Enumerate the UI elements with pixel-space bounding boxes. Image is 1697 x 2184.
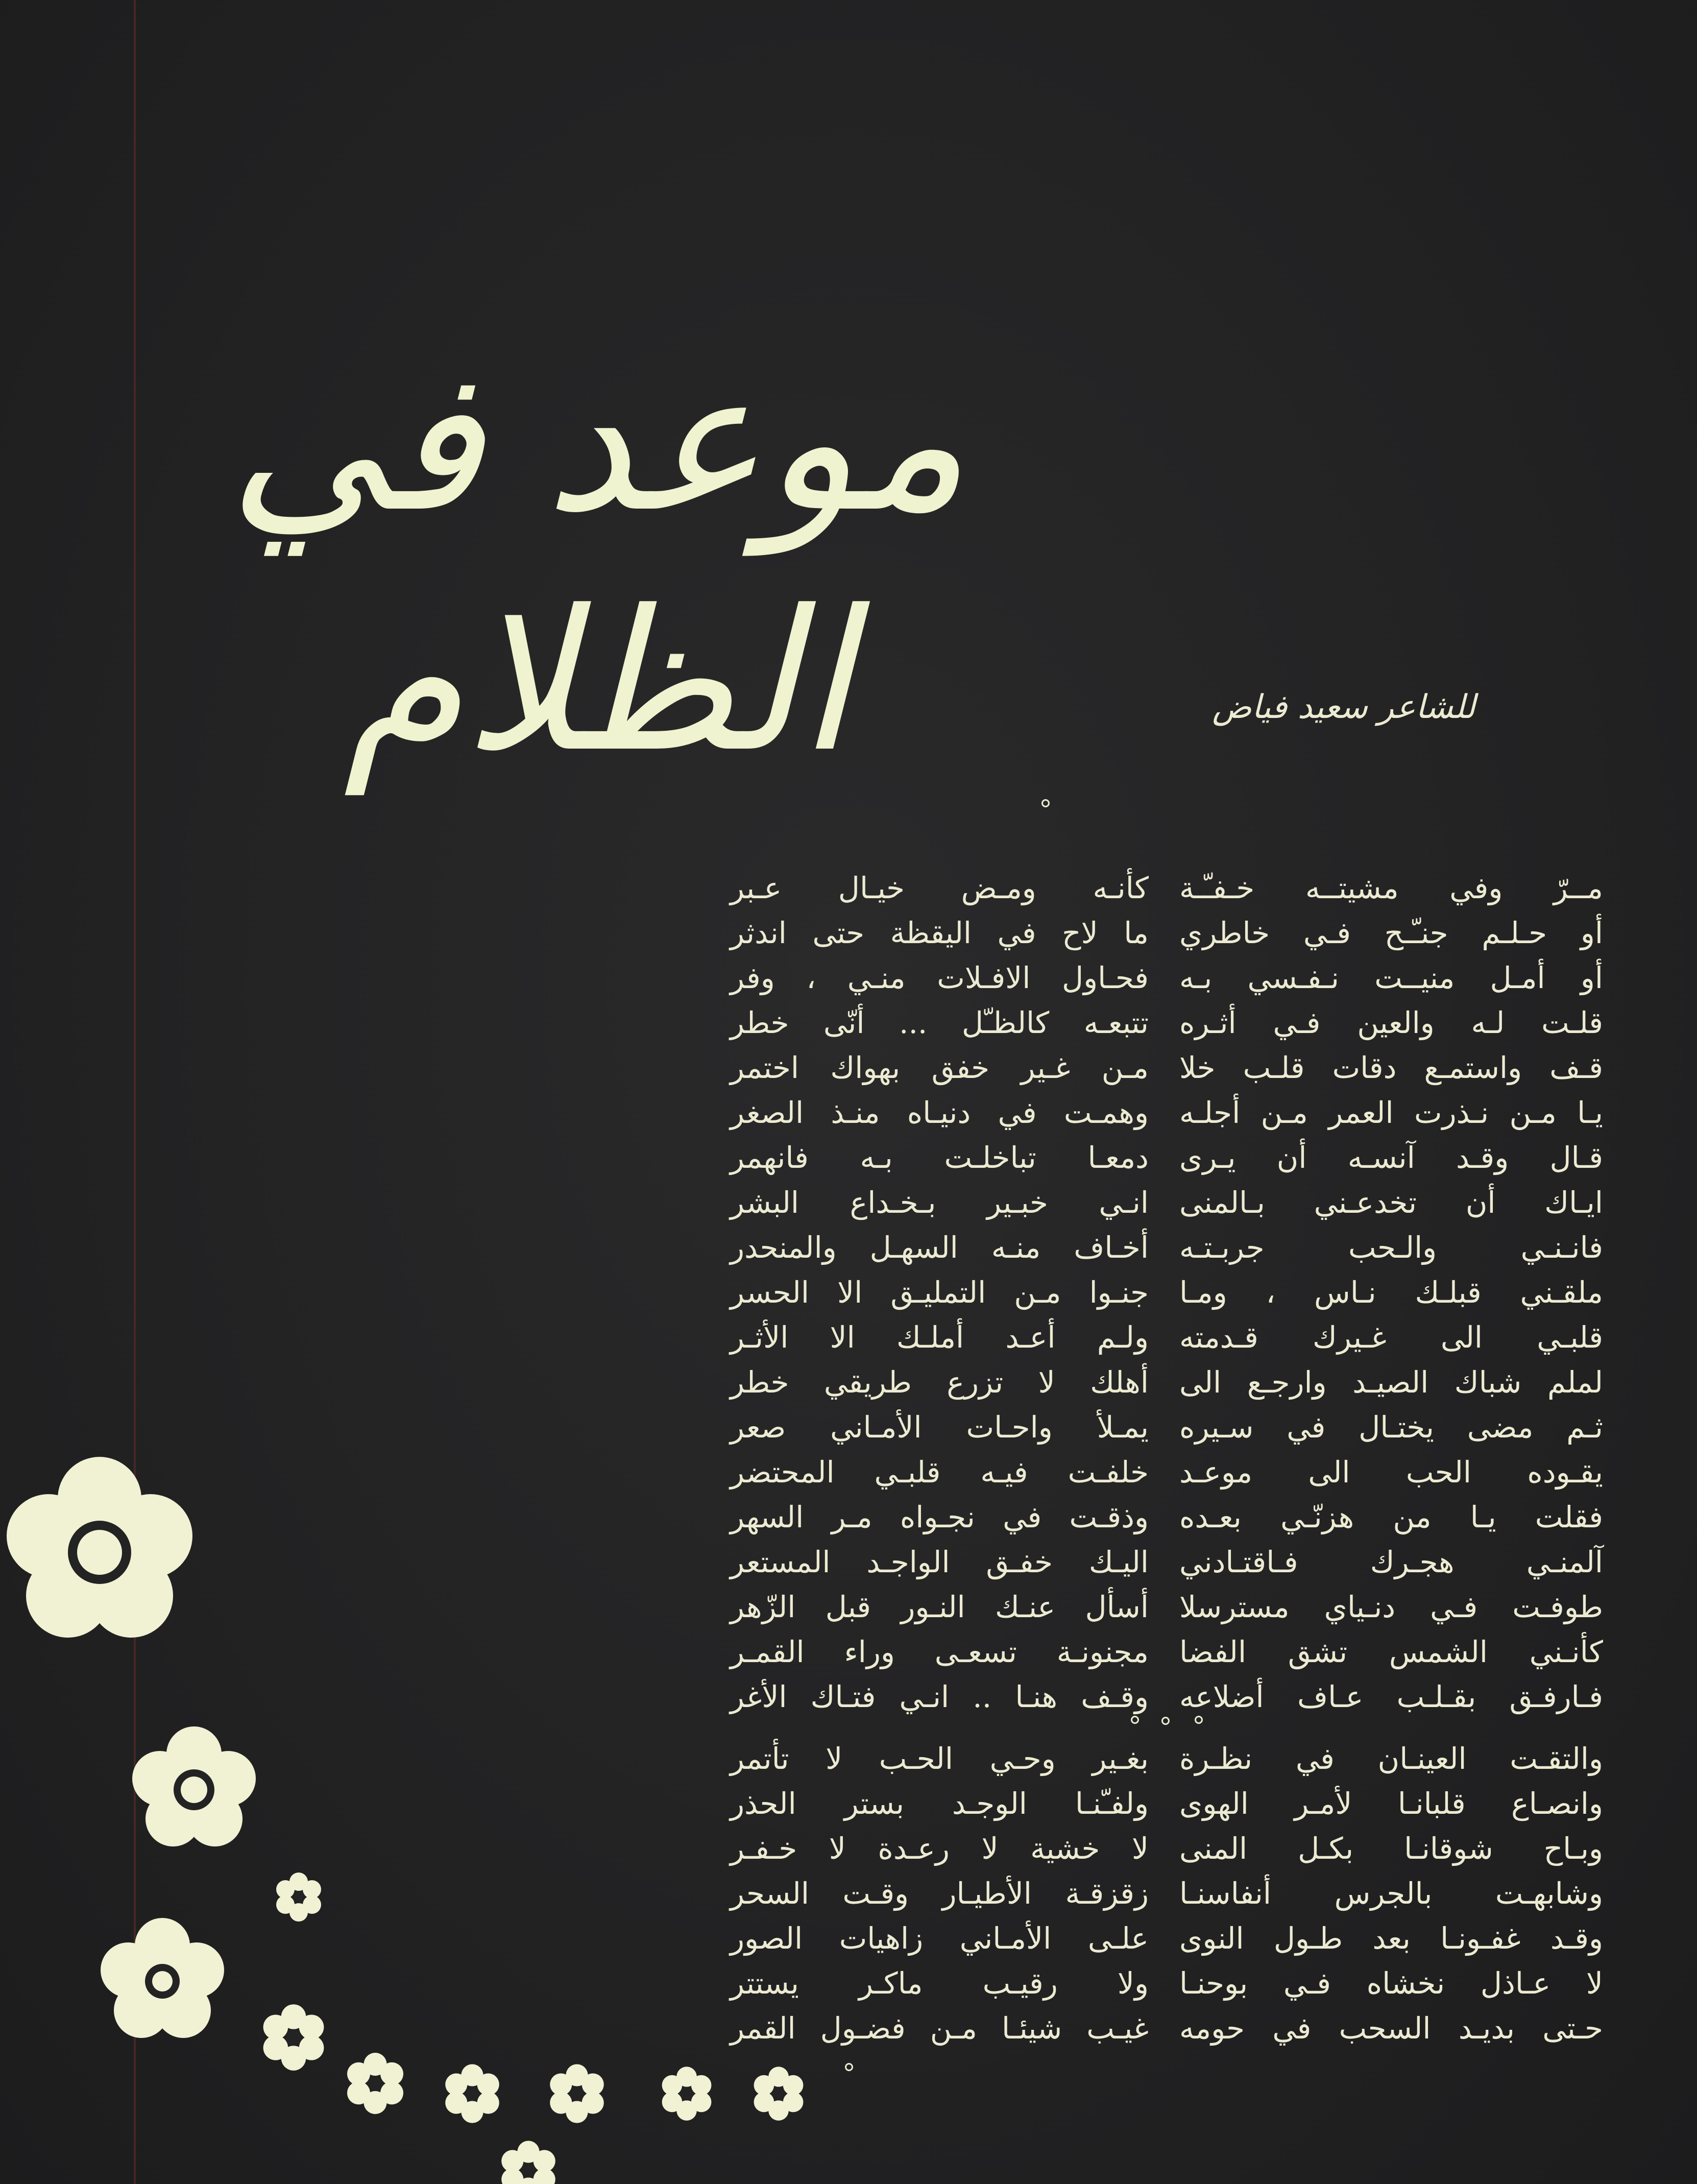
verse-line: لملم شباك الصيـد وارجـع الى	[1179, 1365, 1603, 1400]
title-block	[92, 286, 1103, 795]
verse-line: اليـك خفـق الواجـد المستعر	[730, 1545, 1149, 1579]
verse-line: أو حـلـم جنـّـح فـي خاطري	[1179, 916, 1603, 950]
verse-line: فقلت يـا من هزنّـي بعـده	[1179, 1500, 1603, 1534]
verse-line: جنـوا مـن التمليـق الا الحسر	[730, 1275, 1149, 1310]
flower-icon	[132, 1726, 256, 1846]
verse-line: آلمنـي هجـرك فـاقتـادني	[1179, 1545, 1603, 1579]
verse-line: يمـلأ واحـات الأمـاني صعر	[730, 1410, 1149, 1445]
poem-column-left-part1	[730, 866, 1149, 1719]
verse-line: يقـوده الحب الى موعـد	[1179, 1455, 1603, 1490]
verse-line: يـا مـن نـذرت العمر مـن أجلـه	[1179, 1095, 1603, 1130]
separator-dot	[1131, 1716, 1139, 1724]
flower-icon	[101, 1918, 224, 2038]
poet-byline: للشاعر سعيد فياض	[1212, 688, 1475, 726]
ornament-dot	[1041, 799, 1050, 807]
verse-line: وشابهـت بالجرس أنفاسنـا	[1179, 1876, 1603, 1911]
verse-line: ثـم مضى يختـال في سـيره	[1179, 1410, 1603, 1445]
verse-line: دمعـا تباخلـت بـه فانهمر	[730, 1140, 1149, 1175]
verse-line: فحـاول الافـلات منـي ، وفر	[730, 961, 1149, 995]
verse-line: قـال وقـد آنسـه أن يـرى	[1179, 1140, 1603, 1175]
verse-line: لا خشية لا رعـدة لا خـفـر	[730, 1831, 1149, 1866]
verse-line: وانصـاع قلبانـا لأمـر الهوى	[1179, 1786, 1603, 1821]
verse-line: وقـد غفـونـا بعد طـول النوى	[1179, 1921, 1603, 1956]
small-flower-icon	[550, 2064, 604, 2123]
verse-line: أهلك لا تزرع طريقي خطر	[730, 1365, 1149, 1400]
verse-line: فانـنـي والـحب جربـتـه	[1179, 1230, 1603, 1265]
verse-line: علـى الأمـاني زاهيات الصور	[730, 1921, 1149, 1956]
poem-column-right-part2	[1179, 1736, 1603, 2051]
small-flower-icon	[445, 2064, 499, 2123]
small-flower-icon	[347, 2053, 403, 2114]
verse-line: ولا رقيـب ماكـر يستتر	[730, 1966, 1149, 2001]
verse-line: لا عـاذل نخشاه فـي بوحنـا	[1179, 1966, 1603, 2001]
small-flower-icon	[276, 1873, 321, 1922]
verse-line: وقـف هنـا .. انـي فتـاك الأغر	[730, 1679, 1149, 1714]
verse-line: طوفـت فـي دنـياي مسترسلا	[1179, 1590, 1603, 1624]
verse-line: قلـت لـه والعين فـي أثـره	[1179, 1005, 1603, 1040]
verse-line: أخـاف منـه السهـل والمنحدر	[730, 1230, 1149, 1265]
poem-column-right-part1	[1179, 866, 1603, 1719]
verse-line: والتقـت العينـان في نظـرة	[1179, 1741, 1603, 1776]
verse-line: كأنـه ومـض خيـال عـبر	[730, 871, 1149, 905]
small-flower-icon	[754, 2067, 804, 2121]
verse-line: ما لاح في اليقظة حتى اندثر	[730, 916, 1149, 950]
verse-line: ايـاك أن تخدعـني بـالمنى	[1179, 1185, 1603, 1220]
verse-line: ولفـّنـا الوجـد بستر الحذر	[730, 1786, 1149, 1821]
verse-line: فـارفـق بقـلـب عـاف أضلاعه	[1179, 1679, 1603, 1714]
flower-icon	[7, 1457, 192, 1638]
verse-line: كأنـني الشمس تشق الفضا	[1179, 1635, 1603, 1669]
small-flower-icon	[501, 2141, 555, 2184]
verse-line: أو أمـل منيــت نـفـسي بـه	[1179, 961, 1603, 995]
verse-line: ملقـني قبلـك نـاس ، ومـا	[1179, 1275, 1603, 1310]
verse-line: غيـب شيئـا مـن فضـول القمر	[730, 2011, 1149, 2046]
verse-line: وبـاح شوقانـا بكـل المنى	[1179, 1831, 1603, 1866]
verse-line: ولـم أعـد أملـك الا الأثـر	[730, 1320, 1149, 1355]
ornament-dot	[845, 2063, 853, 2071]
poem-column-left-part2	[730, 1736, 1149, 2051]
verse-line: قلبـي الى غـيرك قـدمته	[1179, 1320, 1603, 1355]
verse-line: مــرّ وفي مشيتــه خـفـّـة	[1179, 871, 1603, 905]
verse-line: وذقـت في نجـواه مـر السهر	[730, 1500, 1149, 1534]
verse-line: انـي خبـير بـخـداع البشر	[730, 1185, 1149, 1220]
verse-line: تتبعـه كالظـّل ... أنّى خطر	[730, 1005, 1149, 1040]
verse-line: بغـير وحـي الحـب لا تأتمر	[730, 1741, 1149, 1776]
verse-line: قـف واستمـع دقات قلـب خلا	[1179, 1050, 1603, 1085]
verse-line: مجنونـة تسعـى وراء القمـر	[730, 1635, 1149, 1669]
small-flower-icon	[662, 2067, 712, 2121]
separator-dot	[1161, 1717, 1170, 1725]
verse-line: مـن غـير خفق بهواك اختمر	[730, 1050, 1149, 1085]
verse-line: أسأل عنـك النـور قبل الزّهر	[730, 1590, 1149, 1624]
verse-line: وهمـت في دنيـاه منـذ الصغر	[730, 1095, 1149, 1130]
verse-line: حـتى بديـد السحب في حومه	[1179, 2011, 1603, 2046]
separator-dot	[1195, 1716, 1203, 1724]
small-flower-icon	[263, 2004, 324, 2071]
verse-line: خلفـت فيـه قلبـي المحتضر	[730, 1455, 1149, 1490]
poem-title: موعد في الظلام	[228, 328, 966, 795]
verse-line: زقزقـة الأطيـار وقـت السحر	[730, 1876, 1149, 1911]
